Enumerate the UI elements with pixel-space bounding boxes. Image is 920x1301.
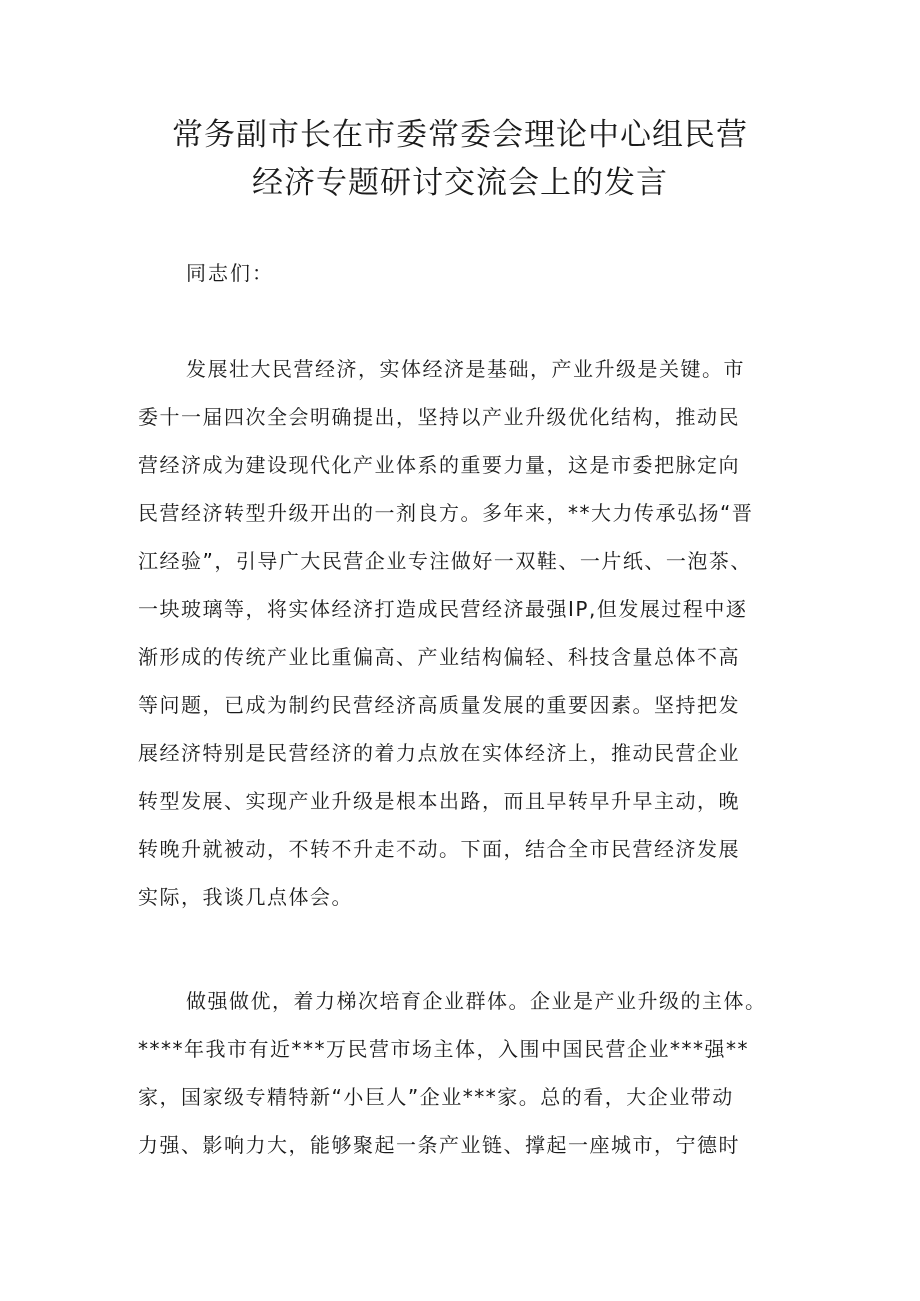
paragraph-line: 等问题，已成为制约民营经济高质量发展的重要因素。坚持把发: [138, 693, 740, 717]
paragraph-line: 展经济特别是民营经济的着力点放在实体经济上，推动民营企业: [138, 741, 740, 765]
paragraph-line: ****年我市有近***万民营市场主体，入围中国民营企业***强**: [138, 1037, 749, 1061]
paragraph-line: 力强、影响力大，能够聚起一条产业链、撑起一座城市，宁德时: [138, 1133, 740, 1157]
paragraph-line: 家，国家级专精特新“小巨人”企业***家。总的看，大企业带动: [138, 1085, 734, 1109]
paragraph-line: 做强做优，着力梯次培育企业群体。企业是产业升级的主体。: [186, 989, 767, 1013]
paragraph-line: 转型发展、实现产业升级是根本出路，而且早转早升早主动，晚: [138, 789, 740, 813]
paragraph-line: 民营经济转型升级开出的一剂良方。多年来，**大力传承弘扬“晋: [138, 501, 754, 525]
paragraph-line: 渐形成的传统产业比重偏高、产业结构偏轻、科技含量总体不高: [138, 645, 740, 669]
paragraph-line: 转晚升就被动，不转不升走不动。下面，结合全市民营经济发展: [138, 837, 740, 861]
greeting: 同志们：: [186, 261, 274, 285]
paragraph-line: 江经验”，引导广大民营企业专注做好一双鞋、一片纸、一泡茶、: [138, 549, 752, 573]
paragraph-line: 营经济成为建设现代化产业体系的重要力量，这是市委把脉定向: [138, 453, 740, 477]
paragraph-line: 委十一届四次全会明确提出，坚持以产业升级优化结构，推动民: [138, 405, 740, 429]
document-title-line-1: 常务副市长在市委常委会理论中心组民营: [172, 117, 748, 153]
paragraph-line: 一块玻璃等，将实体经济打造成民营经济最强IP,但发展过程中逐: [138, 597, 748, 621]
document-title-line-2: 经济专题研讨交流会上的发言: [252, 165, 668, 201]
paragraph-line: 实际，我谈几点体会。: [138, 885, 353, 909]
paragraph-line: 发展壮大民营经济，实体经济是基础，产业升级是关键。市: [186, 357, 745, 381]
